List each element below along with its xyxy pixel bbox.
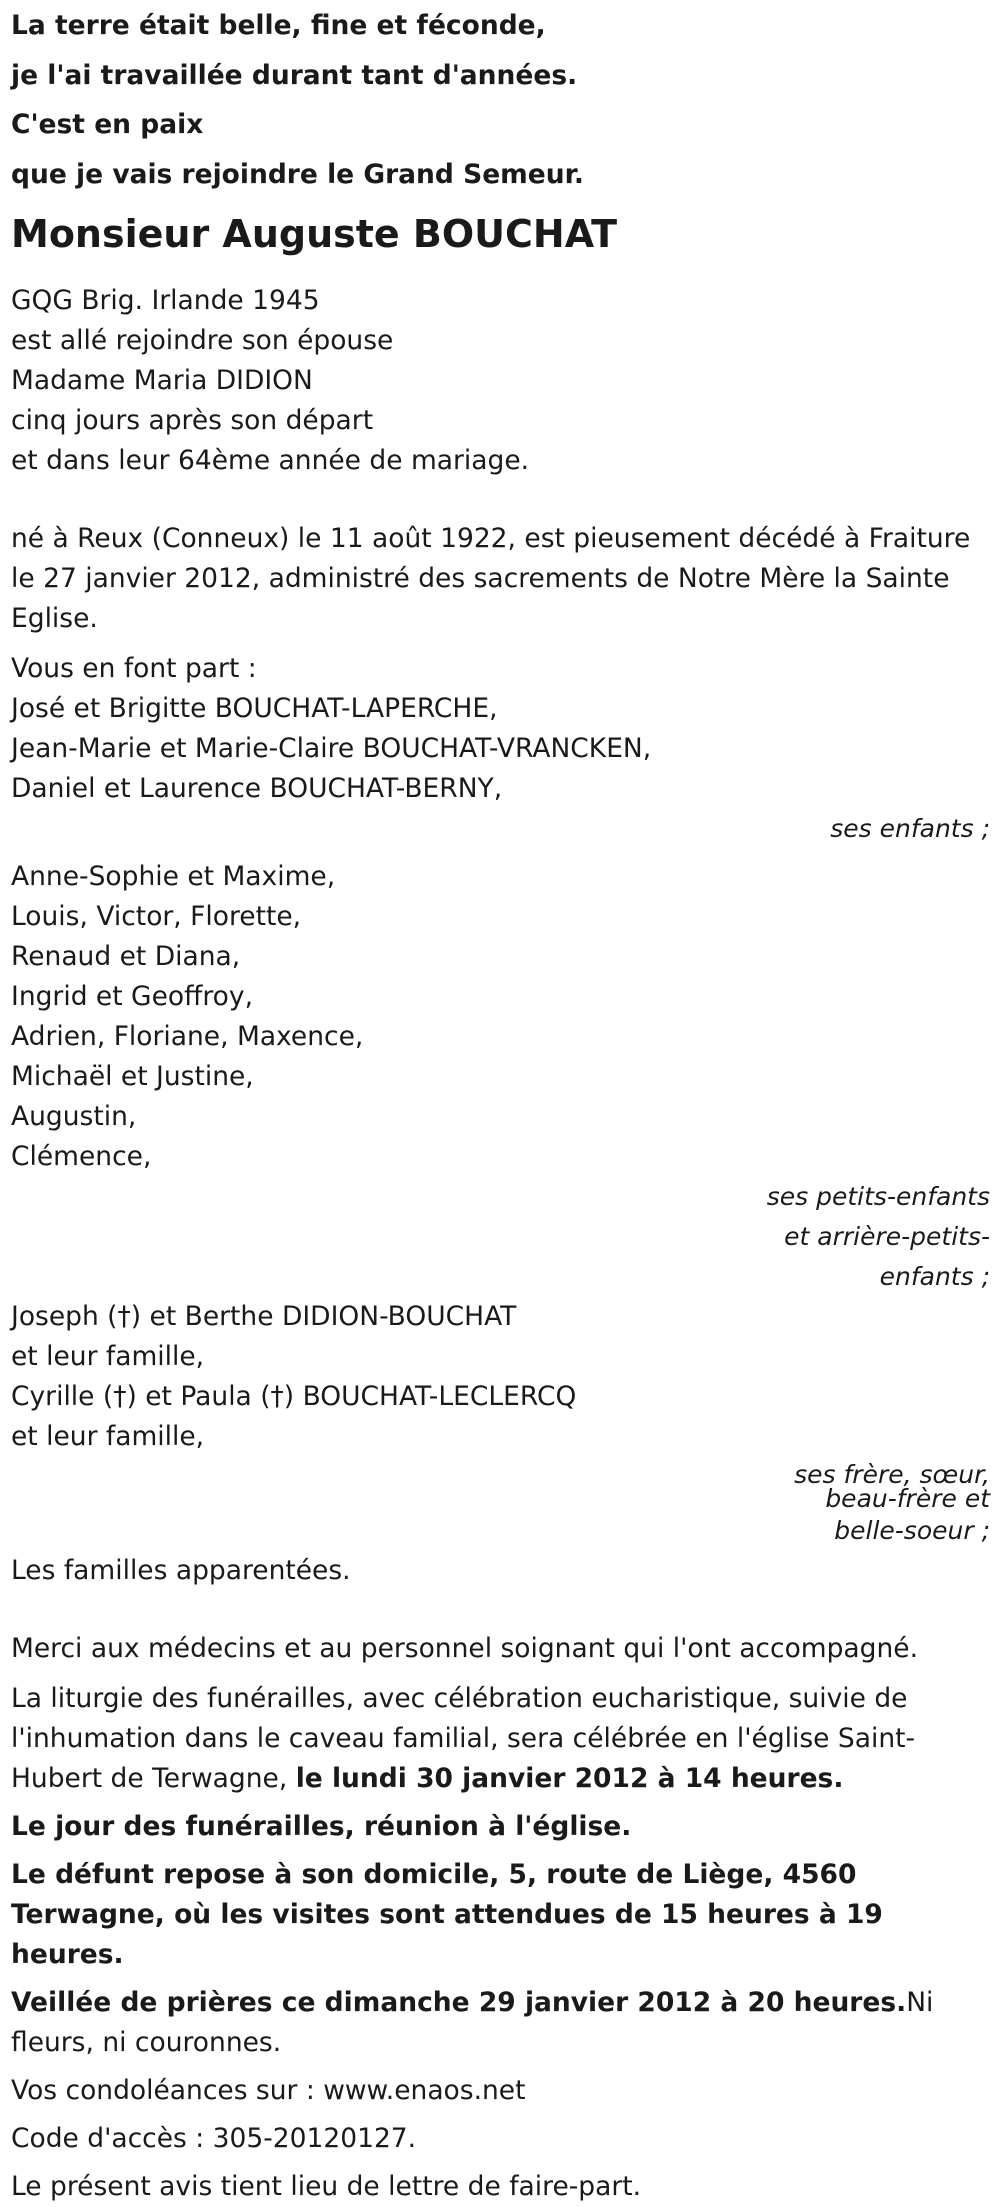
list-item: Ingrid et Geoffroy, <box>11 981 253 1012</box>
list-item: José et Brigitte BOUCHAT-LAPERCHE, <box>11 693 498 724</box>
list-item: Louis, Victor, Florette, <box>11 901 302 932</box>
list-item: et leur famille, <box>11 1341 205 1372</box>
children-list <box>11 689 990 809</box>
deceased-name: Monsieur Auguste BOUCHAT <box>11 212 618 256</box>
announce-heading: Vous en font part : <box>11 653 257 684</box>
poem-line: La terre était belle, fine et féconde, <box>11 10 546 41</box>
intro-line: Madame Maria DIDION <box>11 365 313 396</box>
children-role: ses enfants ; <box>830 814 990 843</box>
vigil-rest: Ni fleurs, ni couronnes. <box>11 1987 934 2058</box>
intro-line: est allé rejoindre son épouse <box>11 325 394 356</box>
vigil-text <box>11 1983 990 2063</box>
list-item: Adrien, Floriane, Maxence, <box>11 1021 364 1052</box>
poem-line: que je vais rejoindre le Grand Semeur. <box>11 158 584 190</box>
list-item: Michaël et Justine, <box>11 1061 254 1092</box>
intro-line: GQG Brig. Irlande 1945 <box>11 285 320 316</box>
meeting-text: Le jour des funérailles, réunion à l'église. <box>11 1811 632 1842</box>
grandchildren-list <box>11 857 990 1177</box>
list-item: Augustin, <box>11 1101 137 1132</box>
intro-line: cinq jours après son départ <box>11 405 374 436</box>
poem <box>11 0 990 199</box>
intro <box>11 281 990 481</box>
birth-death: né à Reux (Conneux) le 11 août 1922, est pieusement décédé à Fraiture le 27 janvier 2012, administré des sacrements de Notre Mère la Sainte Eglise. <box>11 523 971 634</box>
intro-line: et dans leur 64ème année de mariage. <box>11 445 530 476</box>
funeral-date: le lundi 30 janvier 2012 à 14 heures. <box>295 1763 844 1794</box>
role-line: ses petits-enfants <box>766 1182 990 1211</box>
notice-text: Le présent avis tient lieu de lettre de faire-part. <box>11 2171 642 2202</box>
list-item: Cyrille (†) et Paula (†) BOUCHAT-LECLERCQ <box>11 1381 577 1412</box>
funeral-text <box>11 1679 990 1799</box>
role-line: beau-frère et <box>825 1484 990 1513</box>
list-item: Clémence, <box>11 1141 152 1172</box>
poem-line: C'est en paix <box>11 109 204 140</box>
thanks-text: Merci aux médecins et au personnel soignant qui l'ont accompagné. <box>11 1633 919 1664</box>
vigil-bold: Veillée de prières ce dimanche 29 janvier 2012 à 20 heures. <box>11 1987 907 2018</box>
role-line: et arrière-petits- <box>784 1222 990 1251</box>
list-item: Daniel et Laurence BOUCHAT-BERNY, <box>11 773 503 804</box>
role-line: ses frère, sœur, <box>794 1460 990 1489</box>
siblings-role <box>11 1460 990 1551</box>
funeral-details: La liturgie des funérailles, avec célébration eucharistique, suivie de l'inhumation dans le caveau familial, sera célébrée en l'église Saint-Hubert de Terwagne, <box>11 1683 916 1794</box>
list-item: Renaud et Diana, <box>11 941 241 972</box>
families-text: Les familles apparentées. <box>11 1555 351 1586</box>
list-item: Anne-Sophie et Maxime, <box>11 861 336 892</box>
role-line: belle-soeur ; <box>834 1516 990 1545</box>
role-line: enfants ; <box>879 1262 990 1291</box>
grandchildren-role <box>11 1177 990 1297</box>
list-item: Jean-Marie et Marie-Claire BOUCHAT-VRANCKEN, <box>11 733 652 764</box>
list-item: Joseph (†) et Berthe DIDION-BOUCHAT <box>11 1301 517 1332</box>
siblings-list <box>11 1297 990 1457</box>
poem-line: je l'ai travaillée durant tant d'années. <box>11 59 578 91</box>
access-code: Code d'accès : 305-20120127. <box>11 2123 417 2154</box>
residence-text: Le défunt repose à son domicile, 5, route de Liège, 4560 Terwagne, où les visites sont attendues de 15 heures à 19 heures. <box>11 1859 883 1970</box>
condolences-text: Vos condoléances sur : www.enaos.net <box>11 2075 526 2106</box>
list-item: et leur famille, <box>11 1421 205 1452</box>
